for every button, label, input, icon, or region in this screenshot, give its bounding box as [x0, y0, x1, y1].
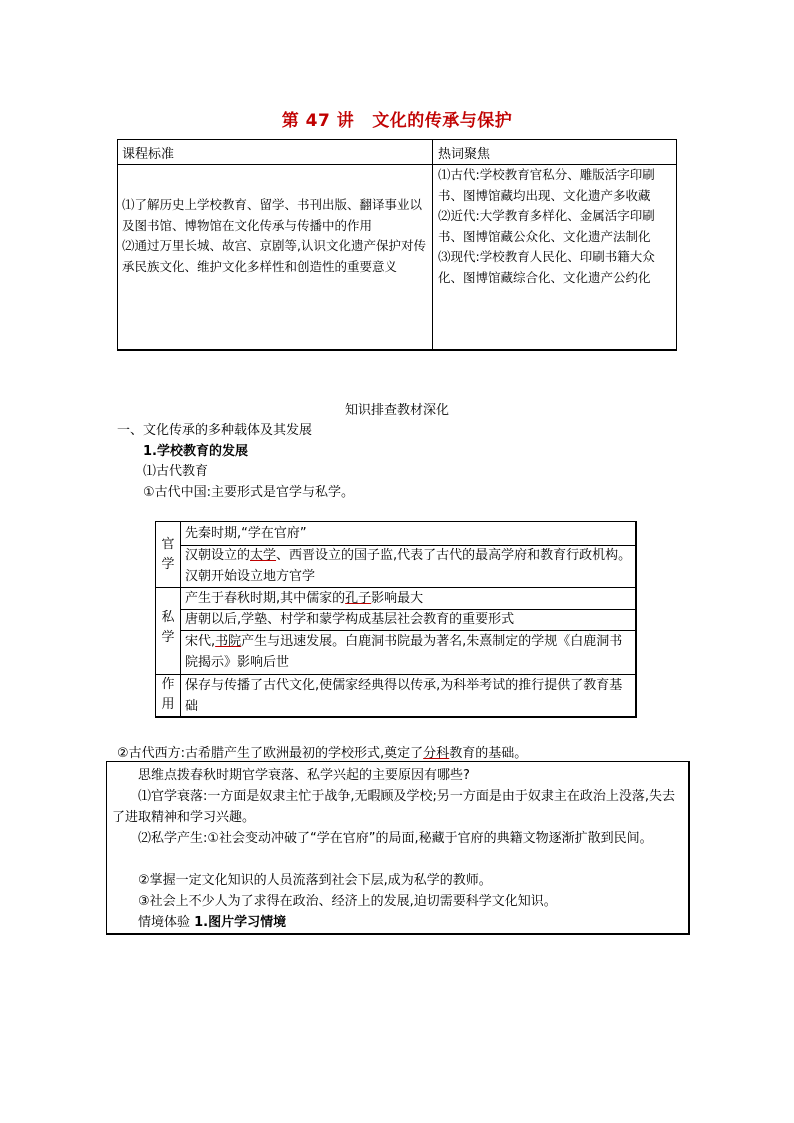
outline-heading-2: 1.学校教育的发展	[143, 444, 248, 459]
term-kongzi: 孔子	[345, 591, 372, 606]
label-sixue: 私学	[161, 610, 175, 645]
text-segment: 产生于春秋时期,其中儒家的	[185, 591, 346, 606]
lecture-number: 第 47 讲	[281, 111, 355, 131]
table-header-row	[118, 140, 676, 165]
zuoyong-row: 保存与传播了古代文化,使儒家经典得以传承,为科举考试的推行提供了教育基础	[185, 678, 623, 714]
outline-heading-1: 一、文化传承的多种载体及其发展	[117, 423, 313, 438]
question-line: 思维点拨春秋时期官学衰落、私学兴起的主要原因有哪些?	[138, 768, 470, 783]
section-heading: 知识排查教材深化	[344, 403, 449, 418]
column-divider	[432, 140, 433, 349]
standard-item: ⑴了解历史上学校教育、留学、书刊出版、翻译事业以及图书馆、博物馆在文化传承与传播中的作用	[122, 197, 423, 233]
header-hot-words: 热词聚焦	[438, 147, 491, 162]
text-segment: 情境体验	[138, 915, 195, 930]
hot-word-item: ⑴古代:学校教育官私分、雕版活字印刷书、图博馆藏均出现、文化遗产多收藏	[438, 167, 655, 203]
term-taixue: 太学	[250, 548, 277, 563]
guan-row-1: 先秦时期,“学在官府”	[185, 526, 307, 541]
si-row-1	[185, 588, 633, 609]
text-segment: 影响最大	[371, 591, 424, 606]
text-segment: 宋代,	[185, 634, 216, 649]
si-row-3	[185, 631, 633, 673]
standard-item: ⑵通过万里长城、故宫、京剧等,认识文化遗产保护对传承民族文化、维护文化多样性和创造性的重要意义	[122, 238, 426, 274]
guan-row-2	[185, 545, 633, 587]
text-segment: 、西晋设立的国子监,代表了古代的最高学府和教育行政机构。汉朝开始设立地方官学	[185, 548, 632, 584]
situation-title: 1.图片学习情境	[194, 915, 287, 930]
answer-3: ②掌握一定文化知识的人员流落到社会下层,成为私学的教师。	[138, 873, 492, 888]
hot-words-cell	[438, 165, 674, 288]
west-education-line	[117, 742, 527, 761]
text-segment: ②古代西方:古希腊产生了欧洲最初的学校形式,奠定了	[117, 746, 424, 761]
page-title	[0, 106, 794, 131]
education-table	[155, 521, 637, 718]
header-standards: 课程标准	[122, 147, 175, 162]
term-shuyuan: 书院	[215, 634, 242, 649]
curriculum-table	[117, 139, 677, 351]
outline-heading-3: ⑴古代教育	[143, 464, 209, 479]
lecture-topic: 文化的传承与保护	[372, 111, 513, 131]
hot-word-item: ⑵近代:大学教育多样化、金属活字印刷书、图博馆藏公众化、文化遗产法制化	[438, 208, 655, 244]
label-zuoyong: 作用	[161, 677, 175, 712]
si-row-2: 唐朝以后,学塾、村学和蒙学构成基层社会教育的重要形式	[185, 612, 515, 627]
label-guanxue: 官学	[161, 537, 175, 572]
standards-cell	[122, 195, 426, 277]
hot-word-item: ⑶现代:学校教育人民化、印刷书籍大众化、图博馆藏综合化、文化遗产公约化	[438, 249, 655, 285]
answer-2: ⑵私学产生:①社会变动冲破了“学在官府”的局面,秘藏于官府的典籍文物逐渐扩散到民间。	[138, 831, 653, 846]
outline-heading-4: ①古代中国:主要形式是官学与私学。	[143, 485, 355, 500]
text-segment: 教育的基础。	[449, 746, 528, 761]
answer-1: ⑴官学衰落:一方面是奴隶主忙于战争,无暇顾及学校;另一方面是由于奴隶主在政治上没落,失去了进取精神和学习兴趣。	[112, 789, 676, 825]
text-segment: 产生与迅速发展。白鹿洞书院最为著名,朱熹制定的学规《白鹿洞书院揭示》影响后世	[185, 634, 623, 670]
answer-4: ③社会上不少人为了求得在政治、经济上的发展,迫切需要科学文化知识。	[138, 894, 557, 909]
text-segment: 汉朝设立的	[185, 548, 251, 563]
label-divider	[180, 522, 181, 716]
thinking-box	[106, 761, 690, 935]
situation-line	[112, 912, 684, 933]
term-fenke: 分科	[423, 746, 450, 761]
